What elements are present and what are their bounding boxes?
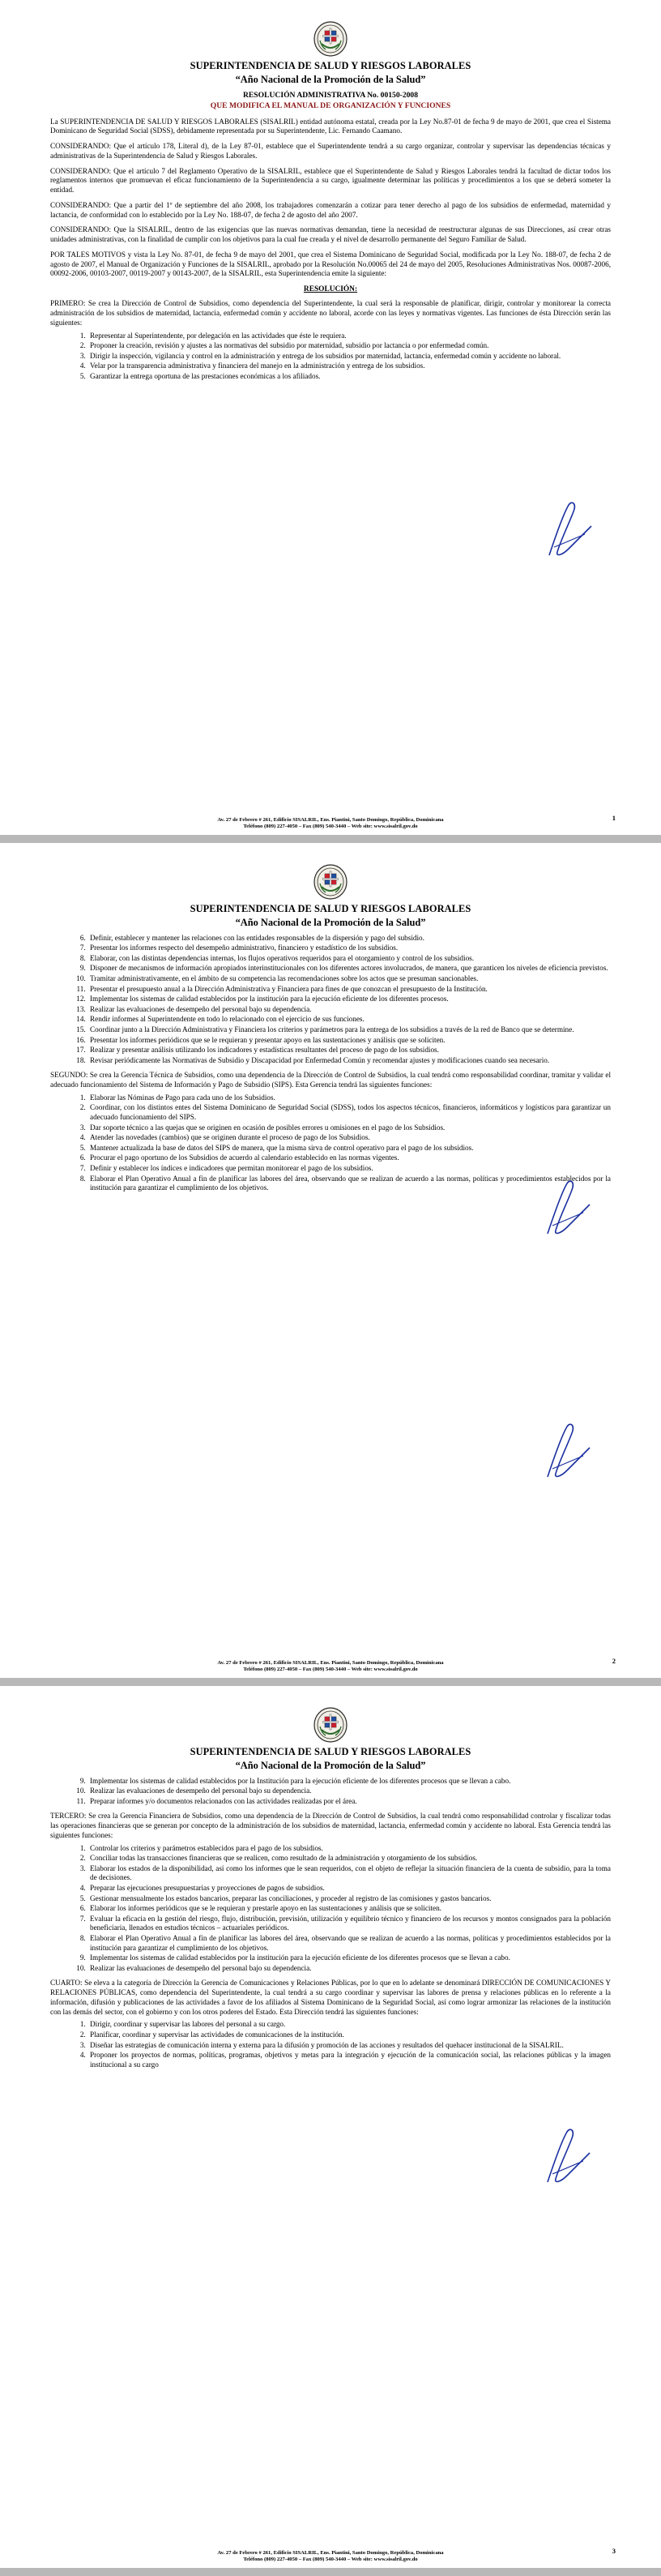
list-item: 2. Conciliar todas las transacciones financieras que se realicen, como resultado de la administración y otorgamiento de los subsidios.: [87, 1854, 611, 1864]
list-item: 16. Presentar los informes periódicos que se le requieran y presentar apoyo en las sustentaciones y análisis que se soliciten.: [87, 1036, 611, 1046]
list-item: 5. Gestionar mensualmente los estados bancarios, preparar las conciliaciones, y proceder al registro de las comisiones y gastos bancarios.: [87, 1894, 611, 1904]
page-title: SUPERINTENDENCIA DE SALUD Y RIESGOS LABORALES: [190, 60, 471, 71]
page-number: 3: [612, 2547, 616, 2555]
institution-seal: [50, 1707, 611, 1744]
footer-address: Av. 27 de Febrero # 261, Edificio SISALRIL, Ens. Piantini, Santo Domingo, República, Dominicana: [217, 2549, 444, 2556]
list-item: 8. Elaborar, con las distintas dependencias internas, los flujos operativos requeridos para el otorgamiento y control de los subsidios.: [87, 954, 611, 964]
page-subtitle: “Año Nacional de la Promoción de la Salud”: [235, 73, 426, 85]
list-item: 9. Implementar los sistemas de calidad establecidos por la Institución para la ejecución eficiente de los diferentes procesos que se llevan a cabo.: [87, 1777, 611, 1787]
paragraph-considerando-3: CONSIDERANDO: Que a partir del 1º de septiembre del año 2008, los trabajadores comenzarán a cotizar para tener derecho al pago de los subsidios de enfermedad, maternidad y lactancia, de conformidad con lo establecido por la Ley No. 188-07, de fecha 2 de agosto del año 2007.: [50, 200, 611, 219]
paragraph-considerando-1: CONSIDERANDO: Que el artículo 178, Literal d), de la Ley 87-01, establece que el Superintendente tendrá a su cargo organizar, controlar y supervisar las dependencias técnicas y administrativas de la Superintendencia de Salud y Riesgos Laborales.: [50, 142, 611, 160]
signature-mark: [539, 2125, 596, 2190]
footer-contact: Teléfono (809) 227-4050 – Fax (809) 540-3440 – Web site: www.sisalril.gov.do: [243, 1666, 418, 1672]
paragraph-considerando-4: CONSIDERANDO: Que la SISALRIL, dentro de las exigencias que las nuevas normativas demandan, tiene la necesidad de reestructurar algunas de sus Direcciones, así crear otras unidades administrativas, con la finalidad de cumplir con los objetivos para la cual fue creada y el nivel de desarrollo permanente del Seguro Familiar de Salud.: [50, 225, 611, 244]
list-item: 3. Diseñar las estrategias de comunicación interna y externa para la difusión y promoción de las acciones y resultados del quehacer institucional de la SISALRIL.: [87, 2041, 611, 2051]
page-separator: [0, 1678, 661, 1686]
document-page-2: [0, 843, 661, 1678]
page-separator: [0, 835, 661, 843]
list-item: 2. Coordinar, con los distintos entes del Sistema Dominicano de Seguridad Social (SDSS), todos los aspectos técnicos, financieros, informáticos y logísticos para garantizar un adecuado funcionamiento del SIPS.: [87, 1103, 611, 1122]
page-subtitle: “Año Nacional de la Promoción de la Salud”: [235, 916, 426, 928]
list-item: 9. Implementar los sistemas de calidad establecidos por la institución para la ejecución eficiente de los diferentes procesos que se llevan a cabo.: [87, 1953, 611, 1963]
list-item: 6. Definir, establecer y mantener las relaciones con las entidades responsables de la dispersión y pago del subsidio.: [87, 934, 611, 944]
list-item: 5. Garantizar la entrega oportuna de las prestaciones económicas a los afiliados.: [87, 372, 611, 382]
cuarto-function-list: [50, 2020, 611, 2069]
tercero-function-list: [50, 1844, 611, 1974]
list-item: 11. Presentar el presupuesto anual a la Dirección Administrativa y Financiera para fines de que conozcan el presupuesto de la Institución.: [87, 985, 611, 995]
list-item: 2. Proponer la creación, revisión y ajustes a las normativas del subsidio por maternidad, subsidio por lactancia o por enfermedad común.: [87, 341, 611, 351]
segundo-function-list-continued: [50, 1777, 611, 1807]
list-item: 7. Presentar los informes respecto del desempeño administrativo, financiero y estadístico de los subsidios.: [87, 944, 611, 953]
footer-address: Av. 27 de Febrero # 261, Edificio SISALRIL, Ens. Piantini, Santo Domingo, República, Dominicana: [217, 816, 444, 823]
page-footer: [0, 1660, 661, 1673]
resolution-heading: RESOLUCIÓN:: [303, 285, 358, 294]
list-item: 1. Dirigir, coordinar y supervisar las labores del personal a su cargo.: [87, 2020, 611, 2030]
signature-mark: [539, 1420, 596, 1485]
institution-seal: [50, 864, 611, 901]
resolution-number: RESOLUCIÓN ADMINISTRATIVA No. 00150-2008: [242, 90, 419, 100]
paragraph-cuarto: CUARTO: Se eleva a la categoría de Dirección la Gerencia de Comunicaciones y Relaciones Públicas, por lo que en lo adelante se denominará DIRECCIÓN DE COMUNICACIONES Y RELACIONES PÚBLICAS, como dependencia del Superintendente, la cual tendrá a su cargo coordinar y supervisar las labores de prensa y relaciones públicas en lo referente a la información, difusión y publicaciones de las actividades a favor de los afiliados al Sistema Dominicano de la Seguridad Social, así como lograr armonizar las relaciones de la institución con las demás del sector, con el gobierno y con los otros poderes del Estado. Esta Dirección tendrá las siguientes funciones:: [50, 1979, 611, 2016]
segundo-function-list: [50, 1093, 611, 1193]
primero-function-list: [50, 332, 611, 382]
list-item: 11. Preparar informes y/o documentos relacionados con las actividades realizadas por el área.: [87, 1797, 611, 1807]
page-number: 2: [612, 1657, 616, 1665]
list-item: 3. Elaborar los estados de la disponibilidad, así como los informes que le sean requeridos, con el objeto de reflejar la situación financiera de la cuenta de subsidio, para la toma de decisiones.: [87, 1864, 611, 1883]
footer-address: Av. 27 de Febrero # 261, Edificio SISALRIL, Ens. Piantini, Santo Domingo, República, Dominicana: [217, 1659, 444, 1666]
document-page-3: [0, 1686, 661, 2568]
list-item: 18. Revisar periódicamente las Normativas de Subsidio y Discapacidad por Enfermedad Común y recomendar ajustes y modificaciones cuando sea necesario.: [87, 1056, 611, 1066]
list-item: 3. Dirigir la inspección, vigilancia y control en la administración y entrega de los subsidios por maternidad, lactancia, enfermedad común y accidente no laboral.: [87, 352, 611, 362]
paragraph-intro: La SUPERINTENDENCIA DE SALUD Y RIESGOS LABORALES (SISALRIL) entidad autónoma estatal, creada por la Ley No.87-01 de fecha 9 de mayo de 2001, que crea el Sistema Dominicano de Seguridad Social (SDSS), debidamente representada por su Superintendente, Lic. Fernando Caamano.: [50, 117, 611, 135]
list-item: 13. Realizar las evaluaciones de desempeño del personal bajo su dependencia.: [87, 1005, 611, 1015]
list-item: 9. Disponer de mecanismos de información apropiados interinstitucionales con los diferentes actores involucrados, de manera, que garanticen los niveles de eficiencia previstos.: [87, 964, 611, 973]
institution-seal: [50, 21, 611, 58]
paragraph-por-tales-motivos: POR TALES MOTIVOS y vista la Ley No. 87-01, de fecha 9 de mayo del 2001, que crea el Sistema Dominicano de Seguridad Social, modificada por la Ley No. 188-07, de fecha 2 de agosto de 2007, el Manual de Organización y Funciones de la SISALRIL, aprobado por la Resolución No.00065 del 24 de mayo del 2005, Resoluciones Administrativas Nos. 00087-2006, 00092-2006, 00103-2007, 00119-2007 y 00143-2007, de la SISALRIL, esta Superintendencia emite la siguiente:: [50, 250, 611, 278]
footer-contact: Teléfono (809) 227-4050 – Fax (809) 540-3440 – Web site: www.sisalril.gov.do: [243, 823, 418, 829]
list-item: 8. Elaborar el Plan Operativo Anual a fin de planificar las labores del área, observando que se realizan de acuerdo a las normas, políticas y procedimientos establecidos por la institución para garantizar el cumplimiento de los objetivos.: [87, 1175, 611, 1193]
list-item: 1. Elaborar las Nóminas de Pago para cada uno de los Subsidios.: [87, 1093, 611, 1103]
list-item: 17. Realizar y presentar análisis utilizando los indicadores y estadísticas resultantes del proceso de pago de los subsidios.: [87, 1046, 611, 1055]
footer-contact: Teléfono (809) 227-4050 – Fax (809) 540-3440 – Web site: www.sisalril.gov.do: [243, 2556, 418, 2562]
resolution-subject: QUE MODIFICA EL MANUAL DE ORGANIZACIÓN Y FUNCIONES: [210, 101, 451, 110]
document-page-1: [0, 0, 661, 835]
list-item: 4. Atender las novedades (cambios) que se originen durante el proceso de pago de los Subsidios.: [87, 1133, 611, 1143]
list-item: 4. Preparar las ejecuciones presupuestarias y proyecciones de pagos de subsidios.: [87, 1884, 611, 1893]
page-title: SUPERINTENDENCIA DE SALUD Y RIESGOS LABORALES: [190, 903, 471, 914]
primero-function-list-continued: [50, 934, 611, 1066]
page-subtitle: “Año Nacional de la Promoción de la Salud”: [235, 1759, 426, 1771]
list-item: 6. Procurar el pago oportuno de los Subsidios de acuerdo al calendario establecido en las normas vigentes.: [87, 1153, 611, 1163]
page-footer: [0, 817, 661, 830]
list-item: 14. Rendir informes al Superintendente en todo lo relacionado con el ejercicio de sus funciones.: [87, 1015, 611, 1025]
list-item: 10. Realizar las evaluaciones de desempeño del personal bajo su dependencia.: [87, 1787, 611, 1796]
page-number: 1: [612, 814, 616, 822]
page-title: SUPERINTENDENCIA DE SALUD Y RIESGOS LABORALES: [190, 1746, 471, 1757]
list-item: 10. Tramitar administrativamente, en el ámbito de su competencia las recomendaciones sobre los actos que se presuman sancionables.: [87, 974, 611, 984]
list-item: 4. Proponer los proyectos de normas, políticas, programas, objetivos y metas para la integración y ejecución de la comunicación social, las relaciones públicas y la imagen institucional a su cargo: [87, 2051, 611, 2069]
list-item: 10. Realizar las evaluaciones de desempeño del personal bajo su dependencia.: [87, 1964, 611, 1974]
list-item: 1. Controlar los criterios y parámetros establecidos para el pago de los subsidios.: [87, 1844, 611, 1854]
paragraph-considerando-2: CONSIDERANDO: Que el artículo 7 del Reglamento Operativo de la SISALRIL, establece que el Superintendente de Salud y Riesgos Laborales tendrá la facultad de dictar todos los reglamentos internos que promuevan el eficaz funcionamiento de la Superintendencia a su cargo, igualmente determinar las políticas y procedimientos a los que se deberá someter la entidad.: [50, 166, 611, 195]
list-item: 3. Dar soporte técnico a las quejas que se originen en ocasión de posibles errores u omisiones en el pago de los Subsidios.: [87, 1123, 611, 1133]
list-item: 7. Definir y establecer los índices e indicadores que permitan monitorear el pago de los subsidios.: [87, 1164, 611, 1174]
paragraph-segundo: SEGUNDO: Se crea la Gerencia Técnica de Subsidios, como una dependencia de la Dirección de Control de Subsidios, la cual tendrá como responsabilidad coordinar, tramitar y validar el adecuado funcionamiento del Sistema de Información y Pago de Subsidio (SIPS). Esta Gerencia tendrá las siguientes funciones:: [50, 1071, 611, 1089]
list-item: 4. Velar por la transparencia administrativa y financiera del manejo en la administración y entrega de los subsidios.: [87, 362, 611, 371]
list-item: 2. Planificar, coordinar y supervisar las actividades de comunicaciones de la institución.: [87, 2030, 611, 2040]
paragraph-tercero: TERCERO: Se crea la Gerencia Financiera de Subsidios, como una dependencia de la Dirección de Control de Subsidios, la cual tendrá como responsabilidad controlar y fiscalizar todas las operaciones financieras que se generan por concepto de la administración de los subsidios de maternidad, lactancia, enfermedad común y accidente no laboral. Esta Gerencia tendrá las siguientes funciones:: [50, 1812, 611, 1839]
list-item: 5. Mantener actualizada la base de datos del SIPS de manera, que la misma sirva de control operativo para el pago de los subsidios.: [87, 1144, 611, 1153]
list-item: 15. Coordinar junto a la Dirección Administrativa y Financiera los criterios y parámetros para la entrega de los subsidios a través de la red de Banco que se determine.: [87, 1025, 611, 1035]
page-footer: [0, 2550, 661, 2563]
paragraph-primero: PRIMERO: Se crea la Dirección de Control de Subsidios, como dependencia del Superintendente, la cual será la responsable de planificar, dirigir, controlar y monitorear la correcta administración de los subsidios de maternidad, lactancia, enfermedad común y accidente no laboral, acorde con las leyes y normativas vigentes. Las funciones de ésta Dirección serán las siguientes:: [50, 299, 611, 327]
signature-mark: [541, 499, 598, 563]
list-item: 1. Representar al Superintendente, por delegación en las actividades que éste le requiera.: [87, 332, 611, 341]
list-item: 7. Evaluar la eficacia en la gestión del riesgo, flujo, distribución, previsión, utilización y equilibrio técnico y financiero de los recursos y montos consignados para la población beneficiaria, llenados en estudios técnicos – actuariales periódicos.: [87, 1915, 611, 1933]
list-item: 12. Implementar los sistemas de calidad establecidos por la institución para la ejecución eficiente de los diferentes procesos.: [87, 995, 611, 1004]
list-item: 8. Elaborar el Plan Operativo Anual a fin de planificar las labores del área, observando que se realizan de acuerdo a las normas, políticas y procedimientos establecidos por la institución para garantizar el cumplimiento de los objetivos.: [87, 1934, 611, 1953]
list-item: 6. Elaborar los informes periódicos que se le requieran y prestarle apoyo en las sustentaciones y análisis que se soliciten.: [87, 1904, 611, 1914]
